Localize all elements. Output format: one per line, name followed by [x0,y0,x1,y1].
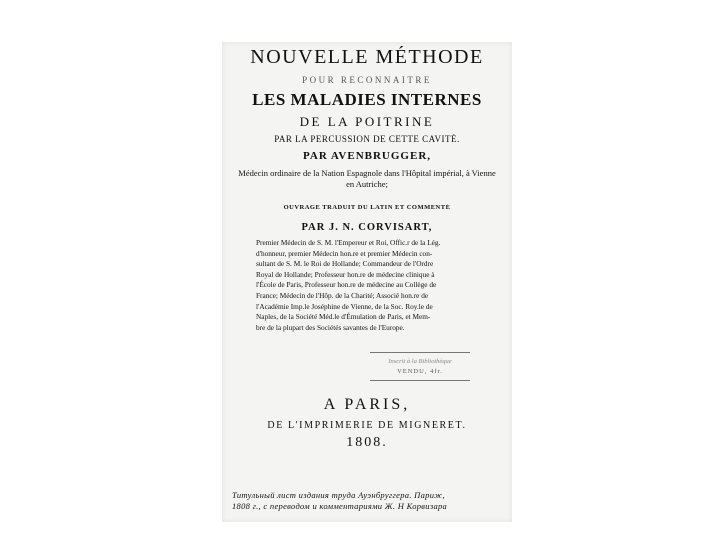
credentials-line: d'honneur, premier Médecin hon.re et premier Médecin con- [256,248,433,258]
credentials-line: France; Médecin de l'Hôp. de la Charité; Associé hon.re de [256,290,429,300]
title-page-scan [222,42,512,522]
title-line-3: LES MALADIES INTERNES [252,90,482,109]
library-stamp: Inscrit à la Bibliothèque [388,358,452,365]
credentials-line: l'École de Paris, Professeur hon.re de médecine au Collège de [256,280,437,290]
divider-rule [370,352,470,353]
credentials-line: Royal de Hollande; Professeur hon.re de médecine clinique à [256,269,435,279]
credentials-line: l'Académie Imp.le Joséphine de Vienne, de la Soc. Roy.le de [256,301,433,311]
credentials-line: Naples, de la Société Méd.le d'Émulation de Paris, et Mem- [256,312,431,322]
title-line-2: POUR RECONNAITRE [302,75,432,85]
author-line: PAR AVENBRUGGER, [302,150,432,162]
printer-line: DE L'IMPRIMERIE DE MIGNERET. [267,420,467,431]
year-line: 1808. [346,435,388,450]
title-line-4: DE LA POITRINE [299,114,435,129]
credentials-line: sultant de S. M. le Roi de Hollande; Commandeur de l'Ordre [256,259,434,269]
credentials-line: Premier Médecin de S. M. l'Empereur et Roi, Offic.r de la Lég. [256,238,441,247]
caption-line: Титульный лист издания труда Ауэнбруггера. Париж, [232,490,445,500]
divider-rule [370,380,470,381]
author-description: Médecin ordinaire de la Nation Espagnole dans l'Hôpital impérial, à Vienne en Autriche; [238,168,496,189]
translator-line: PAR J. N. CORVISART, [301,222,433,233]
translation-note: OUVRAGE TRADUIT DU LATIN ET COMMENTÉ [283,204,451,211]
title-line-1: NOUVELLE MÉTHODE [250,46,484,68]
caption-line: 1808 г., с переводом и комментариями Ж. Н Корвизара [232,501,448,511]
translator-credentials [256,238,492,333]
title-line-5: PAR LA PERCUSSION DE CETTE CAVITÉ. [274,134,460,144]
credentials-line: bre de la plupart des Sociétés savantes de l'Europe. [256,322,405,332]
place-line: A PARIS, [323,396,411,413]
price-stamp: VENDU, 4fr. [397,368,443,375]
figure-caption [232,490,502,512]
